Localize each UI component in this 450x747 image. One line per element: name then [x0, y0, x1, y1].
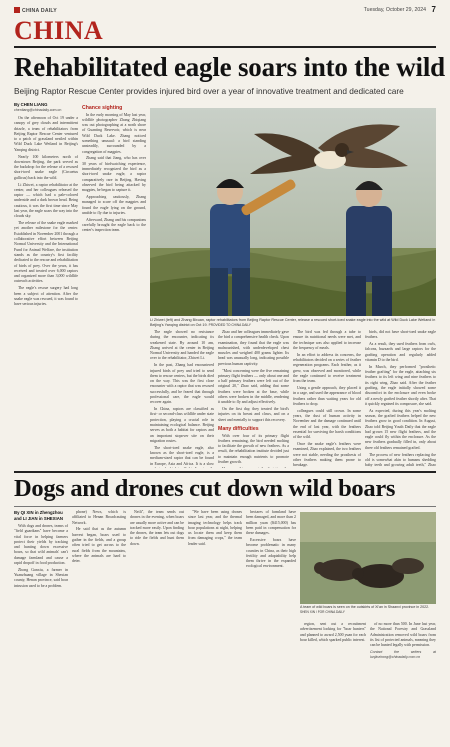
paragraph: Afterward, Zhang and his companions carefully brought the eagle back to the center's inspection team.	[82, 217, 146, 233]
paragraph: Nearly 100 kilometers north of downtown Beijing, the park served as the backdrop for the release of a rescued short-toed snake eagle (Circaetus gallicus) back into the wild.	[14, 154, 78, 180]
photo-illustration	[150, 108, 436, 316]
paragraph: colleagues could still crown. In some years, the dust of human activity in November and the damage continued until the end of last year, with the feathers essential for surviving the harsh conditions of the wild.	[293, 408, 361, 440]
paragraph: "Most concerning were the five remaining primary flight feathers — only about one and a half primary feathers were left out of the original 20," Zhao said, adding that some feathers were broken at the base, while others were broken in the middle, rendering it unable to fly and adjust effectively.	[218, 368, 289, 405]
logo-text: CHINA DAILY	[22, 8, 57, 14]
paragraph: In the early morning of May last year, wildlife photographer Zhang Zhiqiang was out photographing at a north shore of Guanting Reservoir, which is near Wild Duck Lake. Zhang noticed something unusual: a bird standing unsteadily, surrounded by a congregation of magpies.	[82, 112, 146, 154]
byline-name: By CHEN LIANG	[14, 102, 48, 107]
paragraph: Using a gentle approach, they placed it in a cage, and used the appearance of blood feathers rather than waiting years for old feathers to drop.	[293, 385, 361, 406]
boar-photo-illustration	[300, 512, 436, 604]
paragraph: As a result, they used feathers from owls, falcons, buzzards and large raptors for the grafting operation and regularly added vitamin D to the bird.	[365, 342, 436, 362]
masthead-divider	[14, 46, 436, 48]
contact-writers: Contact the writers at lunjinzhong@chinadaily.com.cn	[370, 649, 436, 659]
photo-credit: SHEN XIN / FOR CHINA DAILY	[300, 609, 345, 614]
paragraph: Li Zhiwei, a raptor rehabilitator at the center, and her colleagues released the raptor — which had a pale-colored underside and a dark brown head. Being cautious, it was the first time since May last year, the eagle soars the way into the clouds sky.	[14, 182, 78, 219]
paragraph: In China, raptors are classified as first- or second-class wildlife under state protection, playing a crucial role in maintaining ecological balance. Beijing serves as both a habitat for raptors and an important stopover site on their migration routes.	[150, 407, 214, 443]
logo-square-icon	[14, 7, 20, 13]
paragraph: On the afternoon of Oct 19 under a canopy of grey clouds and intermittent drizzle, a team of rehabilitators from Beijing Raptor Rescue Center ventured to a patch of grassland nestled within Wild Duck Lake Wetland in Beijing's Yanqing district.	[14, 116, 78, 152]
story2-column-5	[246, 510, 296, 740]
story1-headline: Rehabilitated eagle soars into the wild	[14, 52, 445, 82]
paragraph: Zhong Ganxiu, a farmer in Yuanzhuang village in Shexian county, Henan province, said boar intrusion used to be a problem.	[14, 567, 68, 588]
paragraph: With over four of its primary flight feathers remaining, the bird needed molting to facilitate the growth of new feathers. As a result, the rehabilitation institute decided just to maintain enough nutrients to promote feather growth.	[218, 433, 289, 465]
caption-text: A team of wild boars is seen on the outskirts of Xi'an in Shaanxi province in 2022.	[300, 605, 430, 609]
page-number: 7	[431, 5, 436, 14]
story1-subhead: Beijing Raptor Rescue Center provides injured bird over a year of innovative treatment and dedicated care	[14, 86, 404, 96]
story-divider	[14, 471, 436, 473]
china-daily-logo	[14, 7, 57, 14]
paragraph: Neili", the team sends out drones in the evening, when boars are usually more active and can be tracked more easily. Upon finding the drones, the team lets out dogs to ride the fields and hunt them down.	[130, 510, 184, 546]
story1-column-5	[293, 330, 361, 468]
paragraph: Zhang said that Jiang, who has over 30 years of birdwatching experience, immediately recognized the bird as a short-toed snake eagle, a raptor comparatively rare in Beijing. Having observed the bird being attacked by magpies, he began to capture it.	[82, 156, 146, 193]
story2-headline-rule	[14, 506, 436, 507]
story2-column-3	[130, 510, 184, 740]
section-title: CHINA	[14, 16, 104, 45]
paragraph: The eagle's rescue surgery had long been a subject of attention. After the snake eagle was rescued, it was found to have serious injuries.	[14, 286, 78, 307]
story2-column-4	[188, 510, 242, 740]
paragraph: Excessive boars have become problematic in many counties in China, as their high fertility and adaptability help them thrive in the expanded ecological environment.	[246, 537, 296, 569]
paragraph: He said that as the autumn harvest began, boars used to gather in the fields, and a group often tried to get across to the rural fields from the mountains, where the animals are hard to deter.	[72, 527, 126, 564]
paragraph	[218, 467, 289, 468]
byline-name: By QI XIN in Zhengzhou	[14, 510, 63, 515]
paragraph: Approaching cautiously, Zhang managed to scare off the magpies and found the eagle lying on the ground, unable to fly due to injuries.	[82, 194, 146, 215]
paragraph: In an effort to address its concerns, the rehabilitators decided on a series of feather regeneration programs. Each feather, as it grew, was observed and monitored, while the eagle continued to receive treatment from the team.	[293, 352, 361, 384]
crosshead-chance-sighting: Chance sighting	[82, 105, 123, 111]
story1-column-3	[150, 330, 214, 468]
story2-headline: Dogs and drones cut down wild boars	[14, 475, 396, 502]
story2-photo-caption	[300, 605, 436, 614]
eagle-release-photo	[150, 108, 436, 316]
paragraph: Once the snake eagle's feathers were examined, Zhao explained, the two feathers were not stable, needing the prosthesis of other feathers making them prone to breakage.	[293, 441, 361, 468]
paragraph: of no more than 500. In June last year, the National Forestry and Grassland Administration removed wild boars from its list of protected animals, meaning they can be hunted legally with permission.	[370, 622, 436, 648]
paragraph: "We have been using drones since last year, and the thermal imaging technology helps track boar populations at night, helping us locate them and keep them from damaging crops," the team leader said.	[188, 510, 242, 546]
paragraph: The process of new feathers replacing the old is somewhat akin to humans shedding baby teeth and growing adult teeth," Zhao	[365, 452, 436, 468]
story2-column-7	[370, 622, 436, 740]
paragraph: phone) News, which is affiliated to Henan Broadcasting Network.	[72, 510, 126, 525]
byline-email: chenliang@chinadaily.com.cn	[14, 107, 62, 112]
paragraph: In the past, Zhang had encountered injured birds of prey and tried to send them to rescue centers, but the birds died on the way. This was the first close encounter with a raptor that was rescued successfully, and he feared that through professional care, the eagle would recover again.	[150, 363, 214, 405]
crosshead-many-difficulties: Many difficulties	[218, 426, 259, 433]
paragraph: hectares of farmland have been damaged, and more than 2 million yuan ($415,000) has been paid in compensation for these damages.	[246, 510, 296, 536]
paragraph: The release of the snake eagle marked yet another milestone for the center. Established in November 2001 through a collaborative effort between Beijing Normal University and the International Fund for Animal Welfare, the institution stands as the country's first facility dedicated to the rescue and rehabilitation of birds of prey. Over the years, it has received and treated over 6,000 raptors and organized more than 3,000 wildlife outreach activities.	[14, 221, 78, 284]
story2-column-6	[300, 622, 366, 740]
wild-boars-photo	[300, 512, 436, 604]
paragraph: The short-toed snake eagle, also known as the short-toed eagle, is a medium-sized raptor that can be found in Europe, Asia and Africa. It is a slow	[150, 445, 214, 466]
paragraph: With dogs and drones, teams of "field guardians" have become a vital force in helping farmers protect their yields by tracking and hunting down excessive boars, so that wild animals' can't damage farmland and cause a rapid dropoff in food production.	[14, 524, 68, 566]
story1-column-4	[218, 330, 289, 468]
story1-column-2	[82, 102, 146, 468]
byline-name-2: and LI JIAN in SHEXIAN	[14, 515, 63, 521]
paragraph: Zhao and her colleagues immediately gave the bird a comprehensive health check. Upon examination, they found that the eagle was malnourished, with underdeveloped chest muscles and weighed 400 grams lighter. Its head was unusually long, indicating possible previous human captivity.	[218, 330, 289, 366]
story1-byline	[14, 102, 78, 113]
paragraph: As expected, during this year's molting season, the grafted feathers helped the new feathers grow in good condition. In August, Zhao told Beijing Youth Daily that the eagle had grown 15 new flight feathers, and the eagle could fly within the enclosure. As the new feathers gradually filled in, only about three old feathers remained grafted.	[365, 408, 436, 450]
paragraph: The bird was fed through a tube to ensure its nutritional needs were met, and the technique was also applied to increase the frequency of meals.	[293, 330, 361, 350]
caption-text: Li Zhiwei (left) and Zhang Bixuan, raptor rehabilitators from Beijing Raptor Rescue Center, release a rescued short-toed snake eagle into the wild at Wild Duck Lake Wetland in Beijing's Yanqing district on Oct 19.	[150, 318, 436, 327]
photo-credit: PROVIDED TO CHINA DAILY	[208, 322, 251, 327]
story2-column-1	[14, 510, 68, 740]
paragraph: region, sent out a recruitment advertisement looking for "boar hunters" and planned to award 2,500 yuan for each boar killed, which sparked public interest.	[300, 622, 366, 642]
story2-column-2	[72, 510, 126, 740]
issue-date: Tuesday, October 29, 2024	[363, 7, 426, 13]
story2-byline	[14, 510, 68, 521]
story1-photo-caption	[150, 318, 436, 328]
paragraph: In March, they performed "prosthetic feather grafting" for the eagle, attaching six feathers to its left wing and nine feathers to its right wing, Zhao said. After the feather grafting, the eagle initially showed some discomfort in the enclosure and even broke off a newly grafted feather shortly after. That it quickly regained its composure, she said.	[365, 364, 436, 406]
story1-column-6	[365, 330, 436, 468]
paragraph: birds, did not have short-toed snake eagle feathers.	[365, 330, 436, 340]
paragraph: The eagle showed no resistance during the encounter, indicating its weakened state. By around 10 am, Zhang arrived at the center in Beijing Normal University and handed the eagle over to the rehabilitator, Zhiwei Li.	[150, 330, 214, 361]
paragraph: On the first day, they treated the bird's injuries on its breast and claws, and on a sheet and mentally to support this recovery.	[218, 407, 289, 422]
story1-column-1	[14, 102, 78, 468]
